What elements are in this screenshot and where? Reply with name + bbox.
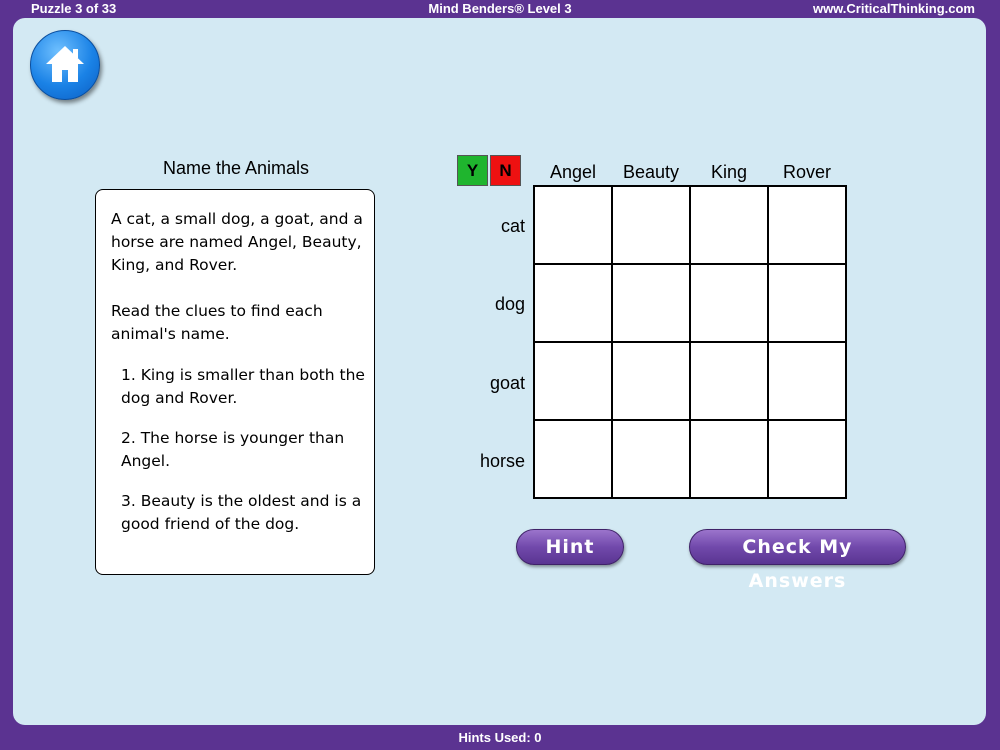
grid-cell[interactable] xyxy=(691,265,767,341)
clue-item: 1. King is smaller than both the dog and Rover. xyxy=(121,366,365,407)
home-button[interactable] xyxy=(30,30,100,100)
row-header-dog: dog xyxy=(494,294,525,314)
grid-cell[interactable] xyxy=(613,421,689,497)
grid-cell[interactable] xyxy=(613,265,689,341)
grid-cell[interactable] xyxy=(535,421,611,497)
yes-marker-button[interactable]: Y xyxy=(457,155,488,186)
column-header-rover: Rover xyxy=(782,162,831,182)
grid-cell[interactable] xyxy=(691,421,767,497)
website-link[interactable]: www.CriticalThinking.com xyxy=(812,1,975,16)
app-title: Mind Benders® Level 3 xyxy=(428,1,572,16)
grid-cell[interactable] xyxy=(535,343,611,419)
column-header-king: King xyxy=(710,162,748,182)
grid-cell[interactable] xyxy=(691,187,767,263)
clue-box xyxy=(95,189,375,575)
hint-button[interactable]: Hint xyxy=(516,529,624,565)
grid-cell[interactable] xyxy=(535,187,611,263)
row-header-cat: cat xyxy=(500,216,525,236)
grid-cell[interactable] xyxy=(691,343,767,419)
puzzle-title: Name the Animals xyxy=(162,158,310,178)
row-header-horse: horse xyxy=(479,451,525,471)
grid-cell[interactable] xyxy=(769,265,845,341)
grid-cell[interactable] xyxy=(535,265,611,341)
clue-item: 3. Beauty is the oldest and is a good friend of the dog. xyxy=(121,492,362,533)
logic-grid xyxy=(533,185,847,499)
top-bar xyxy=(0,0,1000,18)
grid-cell[interactable] xyxy=(769,421,845,497)
row-header-goat: goat xyxy=(489,373,525,393)
check-answers-button[interactable]: Check My Answers xyxy=(689,529,906,565)
home-icon xyxy=(43,42,87,86)
hints-used-status: Hints Used: 0 xyxy=(458,730,542,745)
column-header-angel: Angel xyxy=(549,162,597,182)
puzzle-intro: A cat, a small dog, a goat, and a horse are named Angel, Beauty, King, and Rover. xyxy=(111,210,363,274)
column-header-beauty: Beauty xyxy=(622,162,680,182)
grid-cell[interactable] xyxy=(769,343,845,419)
grid-cell[interactable] xyxy=(613,187,689,263)
puzzle-instruction: Read the clues to find each animal's name. xyxy=(111,302,323,343)
grid-cell[interactable] xyxy=(769,187,845,263)
grid-cell[interactable] xyxy=(613,343,689,419)
clue-item: 2. The horse is younger than Angel. xyxy=(121,429,345,470)
no-marker-button[interactable]: N xyxy=(490,155,521,186)
puzzle-counter: Puzzle 3 of 33 xyxy=(31,1,117,16)
